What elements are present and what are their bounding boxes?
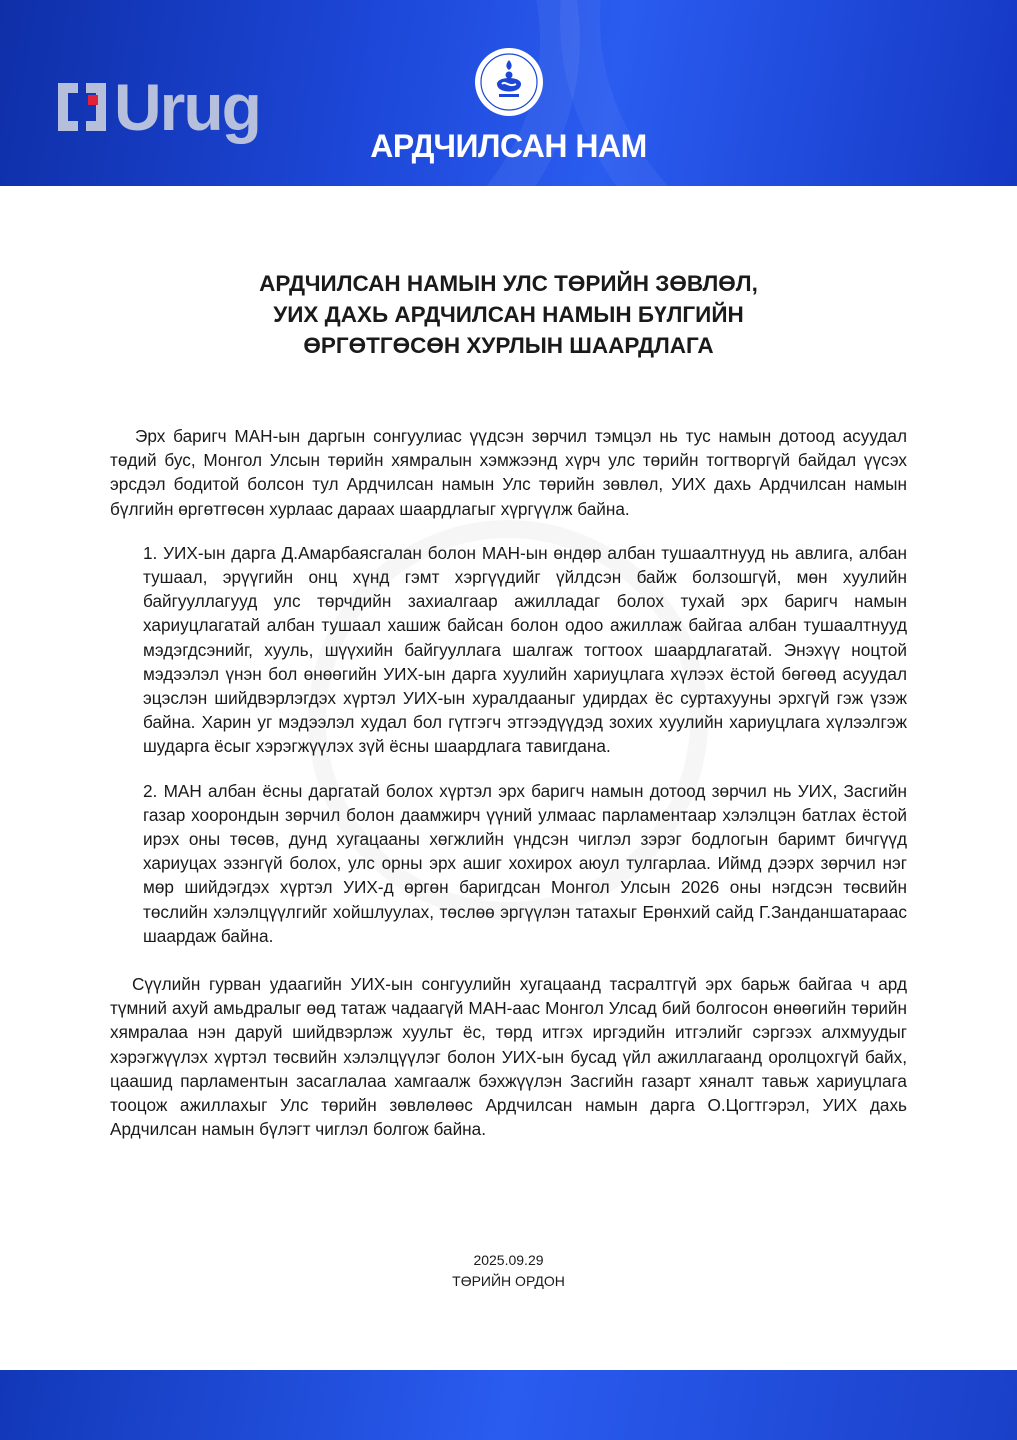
party-emblem-icon — [475, 48, 543, 116]
demand-item-2: 2. МАН албан ёсны даргатай болох хүртэл эрх баригч намын дотоод зөрчил нь УИХ, Засгийн газар хоорондын зөрчил болон даамжирч үүний улмаас парламентаар хэлэлцэн батлах ёстой ирэх оны төсөв, дунд хугацааны хөгжлийн үндсэн чиглэл зэрэг бодлогын баримт бичгүүд хариуцах эзэнгүй болох, улс орны эрх ашиг хохирох аюул тулгарлаа. Иймд дээрх зөрчил нэг мөр шийдэгдэх хүртэл УИХ-д өргөн баригдсан Монгол Улсын 2026 оны нэгдсэн төсвийн төслийн хэлэлцүүлгийг хойшлуулах, төслөө эргүүлэн татахыг Ерөнхий сайд Г.Занданшатараас шаардаж байна. — [143, 780, 907, 946]
party-name: АРДЧИЛСАН НАМ — [370, 128, 647, 164]
document-date: 2025.09.29 — [473, 1252, 544, 1268]
party-logo-block — [0, 48, 1017, 165]
signature-block — [0, 1250, 1017, 1292]
intro-paragraph: Эрх баригч МАН-ын даргын сонгуулиас үүдсэн зөрчил тэмцэл нь тус намын дотоод асуудал төдий бус, Монгол Улсын төрийн хямралын хэмжээнд хүрч улс төрийн тогтворгүй байдал үүсэх эрсдэл бодитой болсон тул Ардчилсан намын Улс төрийн зөвлөл, УИХ дахь Ардчилсан намын бүлгийн өргөтгөсөн хурлаас дараах шаардлагыг хүргүүлж байна. — [110, 426, 907, 519]
closing-paragraph: Сүүлийн гурван удаагийн УИХ-ын сонгуулийн хугацаанд тасралтгүй эрх барьж байгаа ч ард түмний ахуй амьдралыг өөд татаж чадаагүй МАН-аас Монгол Улсад бий болгосон өнөөгийн төрийн хямралаа нэн даруй шийдвэрлэж хуульт ёс, төрд итгэх иргэдийн итгэлийг сэргээх алхмуудыг хэрэгжүүлэх хүртэл төсвийн хэлэлцүүлэг болон УИХ-ын бусад үйл ажиллагаанд оролцохгүй байх, цаашид парламентын засаглалаа хамгаалж бэхжүүлэн Засгийн газарт хяналт тавьж хариуцлага тооцож ажиллахыг Улс төрийн зөвлөлөөс Ардчилсан намын дарга О.Цогтгэрэл, УИХ дахь Ардчилсан намын бүлэгт чиглэл болгож байна. — [110, 974, 907, 1140]
document-place: ТӨРИЙН ОРДОН — [452, 1273, 565, 1289]
demand-item-1: 1. УИХ-ын дарга Д.Амарбаясгалан болон МАН-ын өндөр албан тушаалтнууд нь авлига, албан тушаал, эрүүгийн онц хүнд гэмт хэргүүдийг үйлдсэн байж болзошгүй, мөн хуулийн байгууллагууд улс төрчдийн захиалгаар ажилладаг болох тухай эрх баригч намын хариуцлагатай албан тушаал хашиж байсан болон одоо ажиллаж байгаа албан тушаалтнууд мэдэгдсэнийг, хууль, шүүхийн байгууллага шалгаж тогтоох шаардлагатай. Энэхүү ноцтой мэдээлэл үнэн бол өнөөгийн УИХ-ын дарга хуулийн хариуцлага хүлээх ёстой бөгөөд асуудал эцэслэн шийдвэрлэгдэх хүртэл УИХ-ын хуралдааныг удирдах ёс суртахууны эрхгүй гэж үзэж байна. Харин уг мэдээлэл худал бол гүтгэгч этгээдүүдэд зохих хуулийн хариуцлага хүлээлгэж шударга ёсыг хэрэгжүүлэх зүй ёсны шаардлага тавигдана. — [143, 542, 907, 757]
title-line: ӨРГӨТГӨСӨН ХУРЛЫН ШААРДЛАГА — [303, 333, 714, 358]
document-title — [0, 268, 1017, 361]
footer-banner — [0, 1370, 1017, 1440]
title-line: АРДЧИЛСАН НАМЫН УЛС ТӨРИЙН ЗӨВЛӨЛ, — [259, 271, 758, 296]
urug-brand-text: Urug — [114, 70, 260, 144]
header-banner — [0, 0, 1017, 186]
document-body — [110, 424, 907, 1141]
title-line: УИХ ДАХЬ АРДЧИЛСАН НАМЫН БҮЛГИЙН — [273, 302, 744, 327]
